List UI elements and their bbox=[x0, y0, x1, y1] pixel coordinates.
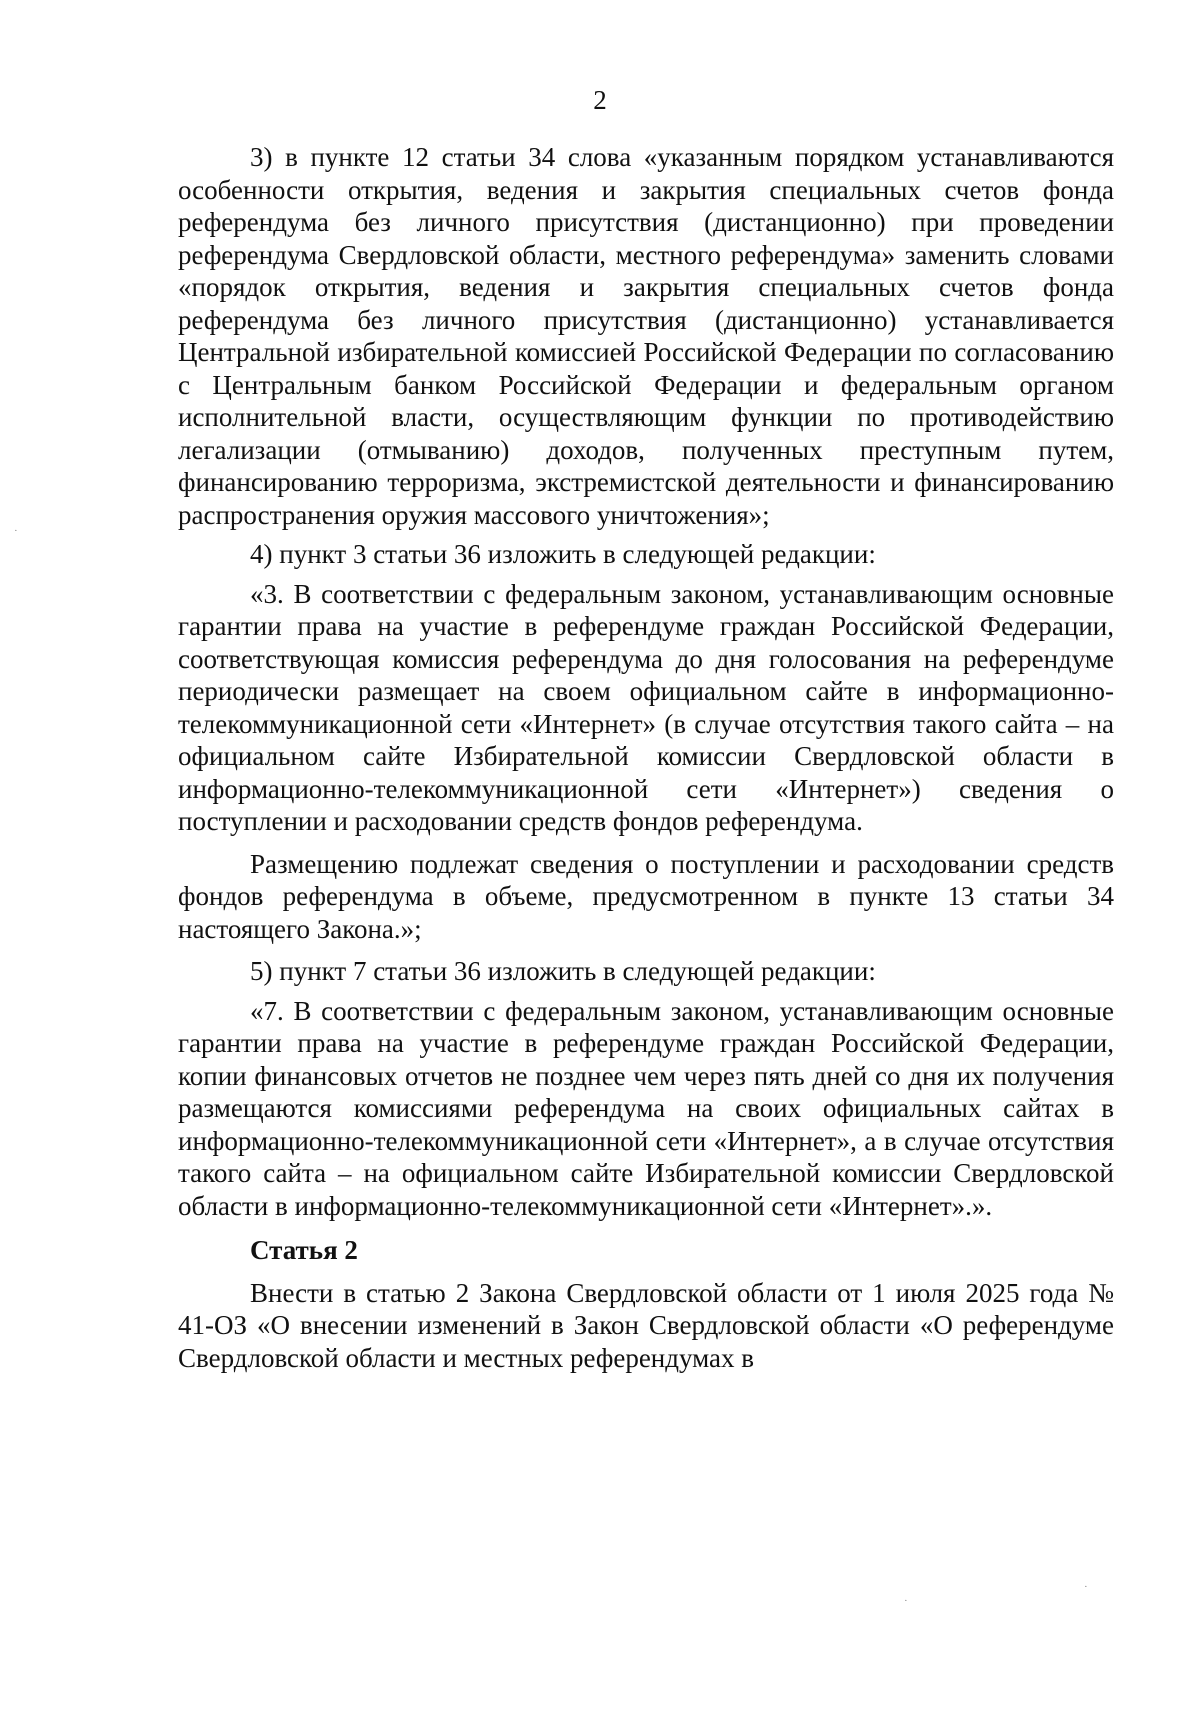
scan-speck: · bbox=[1084, 1581, 1088, 1593]
scan-speck: · bbox=[904, 1595, 908, 1607]
paragraph-item-3: 3) в пункте 12 статьи 34 слова «указанным порядком устанавливаются особенности открытия, ведения и закрытия специальных счетов фонда референдума без личного присутствия (дистанционно) при проведении референдума Свердловской области, местного референдума» заменить словами «порядок открытия, ведения и закрытия специальных счетов фонда референдума без личного присутствия (дистанционно) устанавливается Центральной избирательной комиссией Российской Федерации по согласованию с Центральным банком Российской Федерации и федеральным органом исполнительной власти, осуществляющим функции по противодействию легализации (отмыванию) доходов, полученных преступным путем, финансированию терроризма, экстремистской деятельности и финансированию распространения оружия массового уничтожения»; bbox=[178, 142, 1114, 530]
paragraph-quoted-clause-3: «3. В соответствии с федеральным законом, устанавливающим основные гарантии права на участие в референдуме граждан Российской Федерации, соответствующая комиссия референдума до дня голосования на референдуме периодически размещает на своем официальном сайте в информационно-телекоммуникационной сети «Интернет» (в случае отсутствия такого сайта – на официальном сайте Избирательной комиссии Свердловской области в информационно-телекоммуникационной сети «Интернет») сведения о поступлении и расходовании средств фондов референдума. bbox=[178, 578, 1114, 836]
paragraph-article-2: Внести в статью 2 Закона Свердловской области от 1 июля 2025 года № 41-ОЗ «О внесении изменений в Закон Свердловской области «О референдуме Свердловской области и местных референдумах в bbox=[178, 1277, 1114, 1373]
paragraph-item-4: 4) пункт 3 статьи 36 изложить в следующей редакции: bbox=[250, 539, 876, 569]
paragraph-item-5: 5) пункт 7 статьи 36 изложить в следующей редакции: bbox=[250, 956, 876, 986]
page-number: 2 bbox=[593, 85, 607, 115]
paragraph-placement-details: Размещению подлежат сведения о поступлении и расходовании средств фондов референдума в объеме, предусмотренном в пункте 13 статьи 34 настоящего Закона.»; bbox=[178, 848, 1114, 944]
document-body bbox=[178, 141, 1114, 1374]
scan-speck: · bbox=[14, 525, 18, 537]
article-heading: Статья 2 bbox=[250, 1235, 358, 1265]
paragraph-quoted-clause-7: «7. В соответствии с федеральным законом, устанавливающим основные гарантии права на участие в референдуме граждан Российской Федерации, копии финансовых отчетов не позднее чем через пять дней со дня их получения размещаются комиссиями референдума на своих официальных сайтах в информационно-телекоммуникационной сети «Интернет», а в случае отсутствия такого сайта – на официальном сайте Избирательной комиссии Свердловской области в информационно-телекоммуникационной сети «Интернет».». bbox=[178, 995, 1114, 1221]
